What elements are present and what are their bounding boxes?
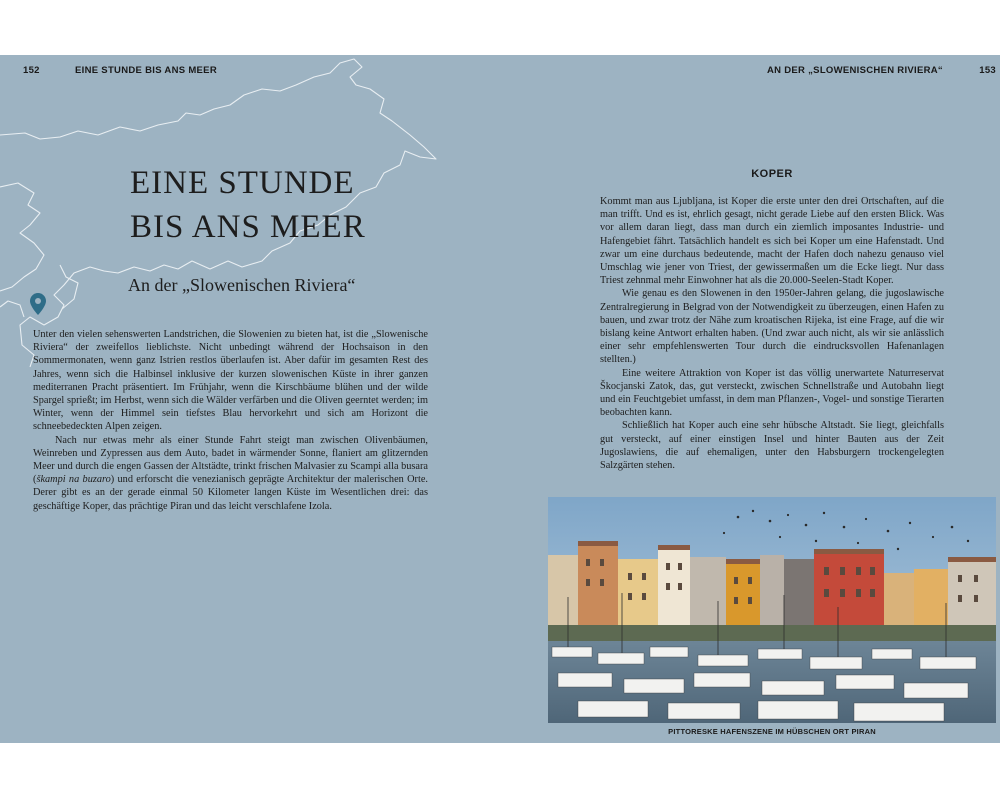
right-page-number: 153 (979, 65, 996, 76)
section-heading-koper: KOPER (751, 168, 793, 180)
chapter-subtitle: An der „Slowenischen Riviera“ (128, 275, 356, 295)
left-body-text (33, 328, 428, 513)
paragraph: Unter den vielen sehenswerten Landstrichen, die Slowenien zu bieten hat, ist die „Slowenische Riviera“ der zweifellos lieblichste. Nicht unbedingt während der Hochsaison in den Sommermonaten, wenn ganz Istrien restlos überlaufen ist. Aber dafür im gesamten Rest des Jahres, wenn sich die Halbinsel inklusive der kurzen slowenischen Küste in ihrer ganzen mediterranen Pracht präsentiert. Im Frühjahr, wenn die Kirschbäume blühen und der wilde Spargel sprießt; im Herbst, wenn sich die Wälder verfärben und die Oliven geerntet werden; im Winter, wenn der Himmel sein tiefstes Blau hervorkehrt und sich am Horizont die schneebedeckten Alpen zeigen. (33, 329, 428, 433)
paragraph-text: Nach nur etwas mehr als einer Stunde Fahrt steigt man zwischen Olivenbäumen, Weinreben und Zypressen aus dem Auto, badet in wärmender Sonne, flaniert am glitzernden Meer und durch die engen Gassen der Altstädte, trinkt frischen Malvasier zu Scampi alla busara ( (33, 434, 428, 486)
paragraph: Kommt man aus Ljubljana, ist Koper die erste unter den drei Ortschaften, auf die man trifft. Und es ist, ehrlich gesagt, nicht gerade Liebe auf den ersten Blick. Was vor allem daran liegt, dass man durch ein ziemlich imposantes Industrie- und Hafengebiet fährt. Tatsächlich handelt es sich bei Koper um eine Hafenstadt. Und zwar um eine durchaus bedeutende, macht der Hafen doch nahezu genauso viel Umschlag wie jener von Triest, der gewissermaßen um die Ecke liegt. Nur dass Triest zehnmal mehr Einwohner hat als die 20.000-Seelen-Stadt Koper. (600, 196, 944, 287)
paragraph-text: ) und erforscht die venezianisch geprägte Architektur der malerischen Orte. Derer gibt es an der gerade einmal 50 Kilometer langen Küste im Wesentlichen drei: das geschäftige Koper, das prächtige Piran und das leicht verschlafene Izola. (33, 474, 428, 512)
paragraph: Eine weitere Attraktion von Koper ist das völlig unerwartete Naturreservat Škocjanski Zatok, das, gut versteckt, zwischen Schnellstraße und Autobahn liegt und ein Feuchtgebiet umfasst, in dem man Pflanzen-, Vogel- und sonstige Tierarten beobachten kann. (600, 367, 944, 419)
book-spread (0, 55, 1000, 743)
chapter-title-line-2: BIS ANS MEER (130, 209, 366, 245)
left-running-title: EINE STUNDE BIS ANS MEER (75, 65, 217, 76)
paragraph (33, 434, 428, 513)
photo-caption: PITTORESKE HAFENSZENE IM HÜBSCHEN ORT PIRAN (668, 727, 876, 736)
chapter-title-line-1: EINE STUNDE (130, 165, 355, 201)
right-running-title: AN DER „SLOWENISCHEN RIVIERA“ (766, 65, 943, 76)
chapter-title (130, 161, 366, 249)
paragraph: Schließlich hat Koper auch eine sehr hübsche Altstadt. Sie liegt, gleichfalls gut versteckt, auf einer einstigen Insel und hinter Bauten aus der Zeit Jugoslawiens, die auf ehemaligen, unter den Habsburgern trockengelegten Salzgärten stehen. (600, 420, 944, 472)
italic-term: škampi na buzaro (36, 474, 111, 486)
right-body-text (600, 195, 944, 472)
piran-harbour-photo (548, 497, 996, 723)
map-pin-icon (30, 293, 46, 315)
left-page-number: 152 (23, 65, 40, 76)
paragraph: Wie genau es den Slowenen in den 1950er-Jahren gelang, die jugoslawische Zentralregierung in Belgrad von der Notwendigkeit zu überzeugen, einen Hafen zu bauen, und zwar trotz der Nähe zum kroatischen Rijeka, ist eine Frage, auf die wir bislang keine Antwort erhalten haben. (Und zwar auch nicht, als wir sie anlässlich einer sehr empfehlenswerten Tour durch die eindrucksvollen Hafenanlagen stellten.) (600, 288, 944, 366)
